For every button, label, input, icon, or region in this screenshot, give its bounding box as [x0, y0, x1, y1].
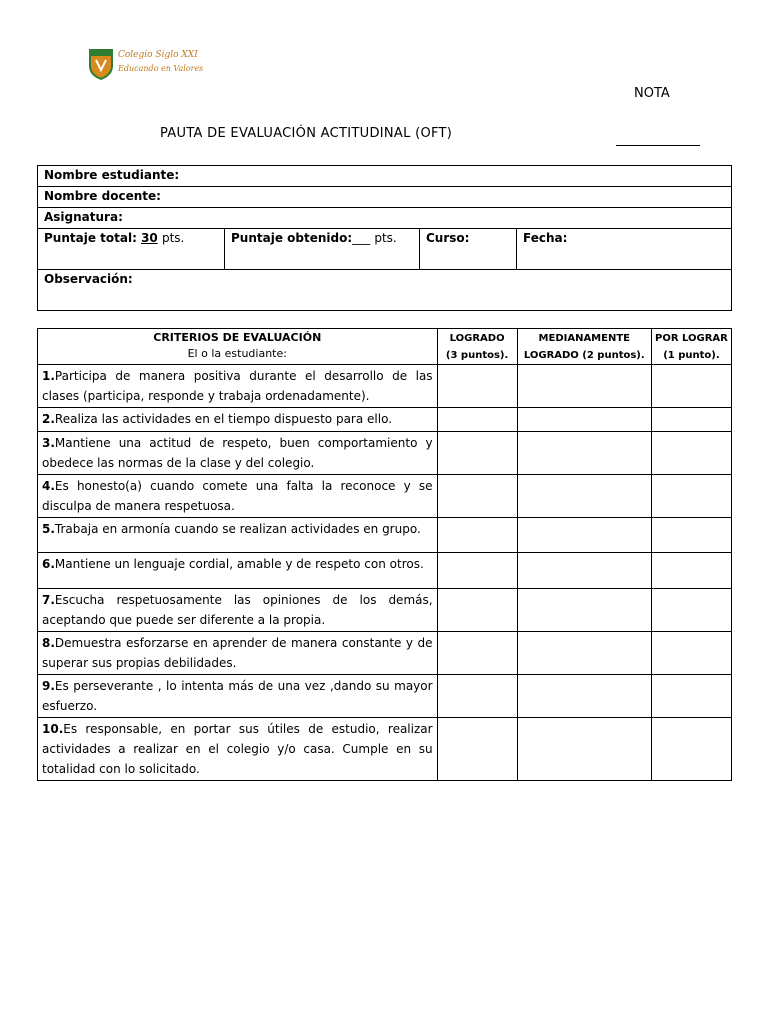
asignatura-label: Asignatura: [44, 210, 123, 224]
nota-label: NOTA [634, 86, 670, 101]
score-cell-logrado[interactable] [437, 518, 517, 553]
score-cell-logrado[interactable] [437, 675, 517, 718]
score-cell-medianamente[interactable] [517, 518, 651, 553]
criteria-row [38, 553, 732, 589]
criteria-row [38, 718, 732, 781]
criteria-text: Mantiene una actitud de respeto, buen comportamiento y obedece las normas de la clase y del colegio. [42, 436, 433, 470]
criteria-text: Demuestra esforzarse en aprender de manera constante y de superar sus propias debilidades. [42, 636, 433, 670]
nombre-estudiante-label: Nombre estudiante: [44, 168, 180, 182]
puntaje-obtenido-label: Puntaje obtenido: [231, 231, 353, 245]
col-logrado-label: LOGRADO [449, 333, 505, 344]
criteria-row [38, 589, 732, 632]
criteria-text-cell [38, 553, 438, 589]
score-cell-logrado[interactable] [437, 365, 517, 408]
col-por-lograr-label: POR LOGRAR [654, 333, 728, 344]
criteria-row [38, 675, 732, 718]
criteria-row [38, 475, 732, 518]
score-cell-logrado[interactable] [437, 589, 517, 632]
puntaje-obtenido-cell[interactable] [225, 229, 420, 270]
criteria-number: 10. [42, 722, 64, 736]
score-cell-por-lograr[interactable] [651, 432, 731, 475]
asignatura-field[interactable] [38, 208, 732, 229]
score-cell-medianamente[interactable] [517, 475, 651, 518]
criteria-row [38, 432, 732, 475]
curso-cell[interactable] [420, 229, 517, 270]
criteria-header-title: CRITERIOS DE EVALUACIÓN [153, 331, 322, 344]
puntaje-obtenido-unit: pts. [374, 231, 397, 245]
criteria-table [37, 328, 732, 781]
score-cell-medianamente[interactable] [517, 432, 651, 475]
criteria-text: Es honesto(a) cuando comete una falta la reconoce y se disculpa de manera respetuosa. [42, 479, 433, 513]
criteria-text-cell [38, 518, 438, 553]
score-cell-medianamente[interactable] [517, 553, 651, 589]
score-cell-medianamente[interactable] [517, 632, 651, 675]
score-cell-logrado[interactable] [437, 632, 517, 675]
nombre-estudiante-field[interactable] [38, 166, 732, 187]
logo-tagline: Educando en Valores [118, 64, 204, 73]
criteria-text-cell [38, 675, 438, 718]
score-cell-por-lograr[interactable] [651, 589, 731, 632]
criteria-text-cell [38, 365, 438, 408]
score-cell-por-lograr[interactable] [651, 632, 731, 675]
score-cell-medianamente[interactable] [517, 675, 651, 718]
school-crest-icon [88, 48, 114, 80]
score-cell-por-lograr[interactable] [651, 718, 731, 781]
logo-school-name: Colegio Siglo XXI [118, 50, 198, 60]
criteria-text: Escucha respetuosamente las opiniones de los demás, aceptando que puede ser diferente a la propia. [42, 593, 433, 627]
criteria-text: Mantiene un lenguaje cordial, amable y de respeto con otros. [54, 557, 424, 571]
score-cell-medianamente[interactable] [517, 408, 651, 432]
score-cell-logrado[interactable] [437, 408, 517, 432]
criteria-text-cell [38, 718, 438, 781]
score-cell-medianamente[interactable] [517, 365, 651, 408]
col-medianamente-header [517, 329, 651, 365]
fecha-label: Fecha: [523, 231, 568, 245]
criteria-number: 7. [42, 593, 55, 607]
criteria-header [38, 329, 438, 365]
criteria-number: 2. [42, 412, 55, 426]
criteria-text-cell [38, 632, 438, 675]
nombre-docente-field[interactable] [38, 187, 732, 208]
score-cell-medianamente[interactable] [517, 589, 651, 632]
criteria-number: 9. [42, 679, 55, 693]
col-por-lograr-pts: (1 punto). [663, 350, 720, 361]
puntaje-total-unit: pts. [161, 231, 185, 245]
score-cell-por-lograr[interactable] [651, 408, 731, 432]
col-logrado-pts: (3 puntos). [445, 350, 509, 361]
col-por-lograr-header [651, 329, 731, 365]
score-cell-por-lograr[interactable] [651, 553, 731, 589]
puntaje-total-cell [38, 229, 225, 270]
observacion-label: Observación: [44, 272, 133, 286]
school-logo [88, 48, 208, 84]
score-cell-por-lograr[interactable] [651, 675, 731, 718]
col-logrado-header [437, 329, 517, 365]
criteria-row [38, 518, 732, 553]
score-cell-logrado[interactable] [437, 553, 517, 589]
criteria-text: Realiza las actividades en el tiempo dispuesto para ello. [54, 412, 393, 426]
nombre-docente-label: Nombre docente: [44, 189, 161, 203]
criteria-text: Participa de manera positiva durante el desarrollo de las clases (participa, responde y trabaja ordenadamente). [42, 369, 433, 403]
puntaje-total-label: Puntaje total: [44, 231, 137, 245]
curso-label: Curso: [426, 231, 470, 245]
col-medianamente-pts: LOGRADO (2 puntos). [523, 350, 645, 361]
score-cell-medianamente[interactable] [517, 718, 651, 781]
criteria-row [38, 408, 732, 432]
puntaje-obtenido-blank: ___ [352, 231, 371, 245]
page-title: PAUTA DE EVALUACIÓN ACTITUDINAL (OFT) [160, 126, 453, 141]
fecha-cell[interactable] [517, 229, 732, 270]
puntaje-total-value: 30 [141, 231, 158, 245]
score-cell-por-lograr[interactable] [651, 475, 731, 518]
score-cell-por-lograr[interactable] [651, 365, 731, 408]
criteria-text-cell [38, 475, 438, 518]
score-cell-logrado[interactable] [437, 718, 517, 781]
criteria-text-cell [38, 589, 438, 632]
criteria-text-cell [38, 432, 438, 475]
criteria-number: 6. [42, 557, 55, 571]
observacion-field[interactable] [38, 270, 732, 311]
score-cell-por-lograr[interactable] [651, 518, 731, 553]
criteria-row [38, 365, 732, 408]
criteria-header-row [38, 329, 732, 365]
nota-blank-line[interactable] [616, 145, 700, 146]
col-medianamente-label: MEDIANAMENTE [538, 333, 630, 344]
criteria-header-subtitle: El o la estudiante: [187, 347, 287, 360]
score-cell-logrado[interactable] [437, 475, 517, 518]
criteria-number: 1. [42, 369, 55, 383]
student-info-table [37, 165, 732, 311]
criteria-text: Es perseverante , lo intenta más de una vez ,dando su mayor esfuerzo. [42, 679, 433, 713]
score-cell-logrado[interactable] [437, 432, 517, 475]
criteria-row [38, 632, 732, 675]
criteria-text: Trabaja en armonía cuando se realizan actividades en grupo. [54, 522, 421, 536]
criteria-text-cell [38, 408, 438, 432]
criteria-number: 3. [42, 436, 55, 450]
criteria-number: 8. [42, 636, 55, 650]
criteria-number: 5. [42, 522, 55, 536]
criteria-text: Es responsable, en portar sus útiles de estudio, realizar actividades a realizar en el colegio y/o casa. Cumple en su totalidad con lo solicitado. [42, 722, 433, 776]
criteria-number: 4. [42, 479, 55, 493]
